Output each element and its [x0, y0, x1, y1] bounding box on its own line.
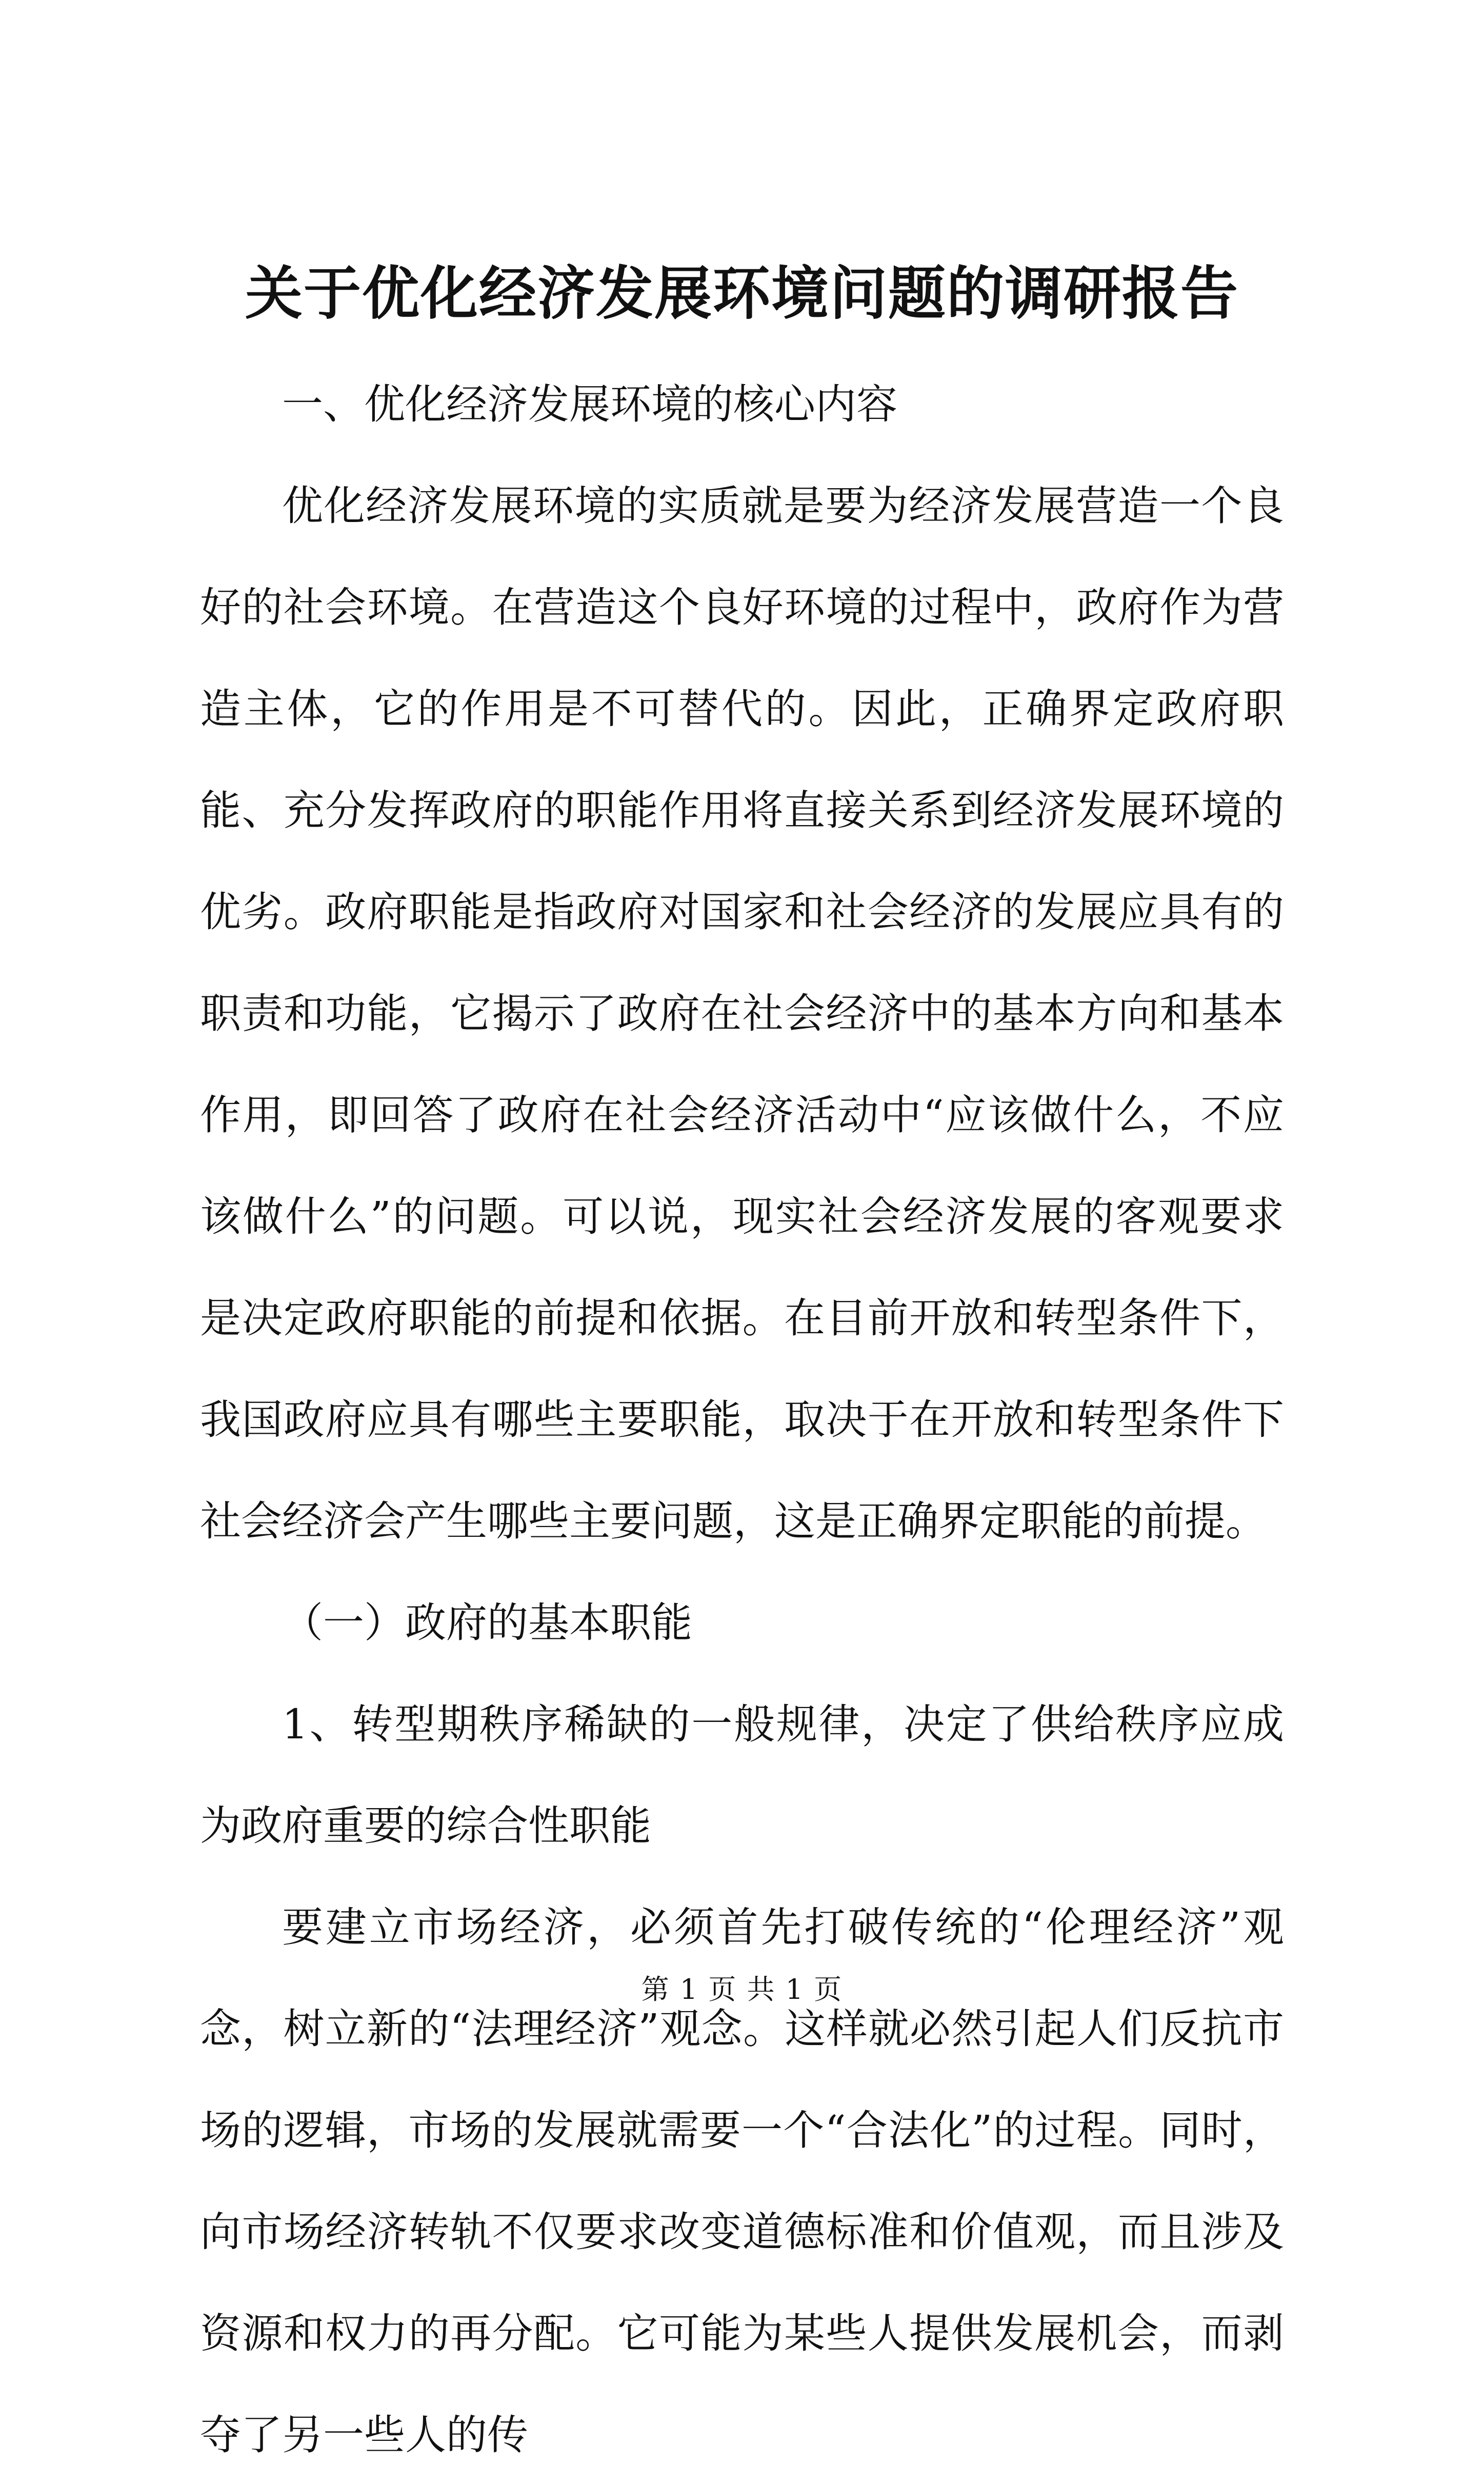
numbered-heading: 1、转型期秩序稀缺的一般规律，决定了供给秩序应成为政府重要的综合性职能 [200, 1700, 1284, 1850]
page-footer: 第 1 页 共 1 页 [641, 1973, 843, 2006]
subsection-heading: （一）政府的基本职能 [282, 1599, 692, 1647]
document-title: 关于优化经济发展环境问题的调研报告 [245, 260, 1239, 327]
body-paragraph: 要建立市场经济，必须首先打破传统的“伦理经济”观念，树立新的“法理经济”观念。这样就必然引起人们反抗市场的逻辑，市场的发展就需要一个“合法化”的过程。同时，向市场经济转轨不仅要求改变道德标准和价值观，而且涉及资源和权力的再分配。它可能为某些人提供发展机会，而剥夺了另一些人的传 [200, 1903, 1284, 2459]
document-body [200, 354, 1284, 2486]
body-paragraph: 优化经济发展环境的实质就是要为经济发展营造一个良好的社会环境。在营造这个良好环境的过程中，政府作为营造主体，它的作用是不可替代的。因此，正确界定政府职能、充分发挥政府的职能作用将直接关系到经济发展环境的优劣。政府职能是指政府对国家和社会经济的发展应具有的职责和功能，它揭示了政府在社会经济中的基本方向和基本作用，即回答了政府在社会经济活动中“应该做什么，不应该做什么”的问题。可以说，现实社会经济发展的客观要求是决定政府职能的前提和依据。在目前开放和转型条件下，我国政府应具有哪些主要职能，取决于在开放和转型条件下社会经济会产生哪些主要问题，这是正确界定职能的前提。 [200, 482, 1284, 1545]
section-heading: 一、优化经济发展环境的核心内容 [282, 380, 897, 428]
